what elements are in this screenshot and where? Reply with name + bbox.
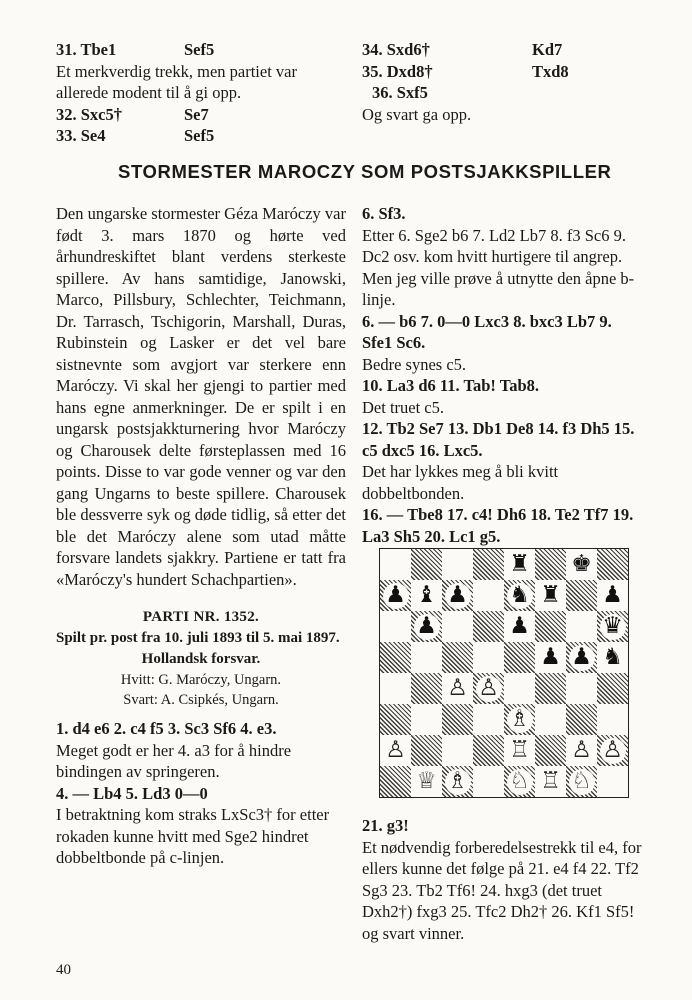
board-square xyxy=(473,580,504,611)
move-31: 31. Tbe1 Sef5 xyxy=(56,40,215,59)
white-bishop-icon: ♗ xyxy=(445,769,471,795)
note-4: Meget godt er her 4. a3 for å hindre bindingen av springeren. xyxy=(56,740,292,781)
board-square xyxy=(566,611,597,642)
board-square xyxy=(411,766,442,797)
board-square xyxy=(411,673,442,704)
board-square xyxy=(504,580,535,611)
board-square xyxy=(411,735,442,766)
board-square xyxy=(504,704,535,735)
board-square xyxy=(411,549,442,580)
game-title: PARTI NR. 1352. xyxy=(142,609,260,625)
board-square xyxy=(380,704,411,735)
board-square xyxy=(380,580,411,611)
board-square xyxy=(504,735,535,766)
board-square xyxy=(442,642,473,673)
black-bishop-icon: ♝ xyxy=(414,583,440,609)
board-square xyxy=(597,611,628,642)
white-player: Hvitt: G. Maróczy, Ungarn. xyxy=(120,672,282,688)
game-place: Spilt pr. post fra 10. juli 1893 til 5. mai 1897. xyxy=(56,630,340,646)
top-left-continuation xyxy=(56,39,344,147)
note-5: I betraktning kom straks LxSc3† for etter rokaden kunne hvitt med Sge2 hindret dobbeltbonde på c-linjen. xyxy=(56,805,330,867)
board-square xyxy=(535,735,566,766)
board-square xyxy=(535,580,566,611)
move-36: 36. Sxf5 xyxy=(372,83,428,102)
board-square xyxy=(535,673,566,704)
board-square xyxy=(380,611,411,642)
board-square xyxy=(597,580,628,611)
board-square xyxy=(597,673,628,704)
white-pawn-icon: ♙ xyxy=(383,738,409,764)
board-square xyxy=(597,735,628,766)
black-rook-icon: ♜ xyxy=(507,552,533,578)
board-square xyxy=(566,704,597,735)
board-square xyxy=(504,611,535,642)
board-square xyxy=(566,642,597,673)
moves-16-20: 16. — Tbe8 17. c4! Dh6 18. Te2 Tf7 19. La3 Sh5 20. Lc1 g5. xyxy=(362,505,634,546)
white-bishop-icon: ♗ xyxy=(507,707,533,733)
board-square xyxy=(442,766,473,797)
moves-1-4: 1. d4 e6 2. c4 f5 3. Sc3 Sf6 4. e3. xyxy=(56,719,277,738)
board-square xyxy=(504,549,535,580)
black-pawn-icon: ♟ xyxy=(600,583,626,609)
board-square xyxy=(566,549,597,580)
move-33: 33. Se4 Sef5 xyxy=(56,126,215,145)
move-32: 32. Sxc5† Se7 xyxy=(56,104,209,124)
moves-12-16: 12. Tb2 Se7 13. Db1 De8 14. f3 Dh5 15. c5 dxc5 16. Lxc5. xyxy=(362,419,635,460)
white-queen-icon: ♕ xyxy=(414,769,440,795)
board-square xyxy=(411,642,442,673)
board-square xyxy=(380,735,411,766)
black-queen-icon: ♛ xyxy=(600,614,626,640)
board-square xyxy=(380,642,411,673)
black-player: Svart: A. Csipkés, Ungarn. xyxy=(123,692,279,708)
note-21: Et nødvendig forberedelsestrekk til e4, for ellers kunne det følge på 21. e4 f4 22. Tf2 Sg3 23. Tb2 Tf6! 24. hxg3 (det truet Dxh2†) fxg3 25. Tfc2 Dh2† 26. Kf1 Sf5! og svart vinner. xyxy=(362,837,642,943)
white-pawn-icon: ♙ xyxy=(569,738,595,764)
white-pawn-icon: ♙ xyxy=(445,676,471,702)
comment-31: Et merkverdig trekk, men partiet var allerede modent til å gi opp. xyxy=(56,61,297,102)
board-square xyxy=(380,766,411,797)
move-6: 6. Sf3. xyxy=(362,204,406,223)
white-knight-icon: ♘ xyxy=(569,769,595,795)
board-square xyxy=(597,549,628,580)
intro-paragraph: Den ungarske stormester Géza Maróczy var født 3. mars 1870 og hørte ved århundreskiftet blant verdens sterkeste spillere. Av hans samtidige, Janowski, Marco, Pillsbury, Schlechter, Teichmann, Dr. Tarrasch, Tschigorin, Marshall, Duras, Rubinstein og Lasker er det vel bare sistnevnte som avgjort var sterkere enn Maróczy. Vi skal her gjengi to partier med hans egne anmerkninger. De er spilt i en ungarsk postsjakkturnering hvor Maróczy og Charousek delte førsteplassen med 16 points. Disse to var gode venner og var den gang Ungarns to beste spillere. Charousek ble dessverre syk og døde tidlig, så etter det ble det Maróczy alene som utad måtte forsvare landets sjakkry. Partiene er tatt fra «Maróczy's hundert Schachpartien». xyxy=(56,204,346,589)
move-34: 34. Sxd6† Kd7 xyxy=(362,40,563,59)
board-square xyxy=(411,611,442,642)
board-square xyxy=(535,766,566,797)
black-pawn-icon: ♟ xyxy=(569,645,595,671)
board-square xyxy=(535,549,566,580)
board-square xyxy=(504,673,535,704)
white-rook-icon: ♖ xyxy=(538,769,564,795)
black-pawn-icon: ♟ xyxy=(445,583,471,609)
black-pawn-icon: ♟ xyxy=(383,583,409,609)
moves-6-9: 6. — b6 7. 0—0 Lxc3 8. bxc3 Lb7 9. Sfe1 Sc6. xyxy=(362,311,612,352)
board-square xyxy=(473,673,504,704)
white-pawn-icon: ♙ xyxy=(600,738,626,764)
moves-4-5: 4. — Lb4 5. Ld3 0—0 xyxy=(56,783,208,803)
black-pawn-icon: ♟ xyxy=(507,614,533,640)
board-square xyxy=(442,549,473,580)
move-21: 21. g3! xyxy=(362,816,409,835)
board-square xyxy=(535,704,566,735)
board-square xyxy=(442,704,473,735)
chess-diagram xyxy=(379,548,629,798)
black-king-icon: ♚ xyxy=(569,552,595,578)
board-square xyxy=(442,580,473,611)
note-6: Etter 6. Sge2 b6 7. Ld2 Lb7 8. f3 Sc6 9. Dc2 osv. kom hvitt hurtigere til angrep. Men jeg ville prøve å utnytte den åpne b-linje. xyxy=(362,225,635,309)
black-rook-icon: ♜ xyxy=(538,583,564,609)
board-square xyxy=(566,766,597,797)
board-square xyxy=(473,642,504,673)
article-heading: STORMESTER MAROCZY SOM POSTSJAKKSPILLER xyxy=(118,161,612,182)
page-number: 40 xyxy=(56,962,71,978)
board-square xyxy=(504,642,535,673)
right-column xyxy=(362,203,644,547)
moves-10-11: 10. La3 d6 11. Tab! Tab8. xyxy=(362,376,540,395)
resign-note: Og svart ga opp. xyxy=(362,104,472,124)
white-rook-icon: ♖ xyxy=(507,738,533,764)
board-square xyxy=(535,611,566,642)
board-square xyxy=(566,735,597,766)
board-square xyxy=(380,673,411,704)
opening-name: Hollandsk forsvar. xyxy=(141,651,261,667)
board-square xyxy=(442,735,473,766)
black-knight-icon: ♞ xyxy=(600,645,626,671)
white-pawn-icon: ♙ xyxy=(476,676,502,702)
board-square xyxy=(380,549,411,580)
board-square xyxy=(566,580,597,611)
board-square xyxy=(597,642,628,673)
board-square xyxy=(442,673,473,704)
board-square xyxy=(473,611,504,642)
top-right-continuation xyxy=(362,39,622,125)
note-16: Det har lykkes meg å bli kvitt dobbeltbonden. xyxy=(362,462,559,503)
board-square xyxy=(411,704,442,735)
board-square xyxy=(504,766,535,797)
black-pawn-icon: ♟ xyxy=(414,614,440,640)
board-square xyxy=(535,642,566,673)
board-square xyxy=(473,735,504,766)
black-knight-icon: ♞ xyxy=(507,583,533,609)
left-column xyxy=(56,203,346,869)
white-knight-icon: ♘ xyxy=(507,769,533,795)
note-9: Bedre synes c5. xyxy=(362,354,467,374)
board-square xyxy=(473,766,504,797)
note-11: Det truet c5. xyxy=(362,397,445,417)
black-pawn-icon: ♟ xyxy=(538,645,564,671)
board-square xyxy=(597,704,628,735)
board-square xyxy=(411,580,442,611)
board-square xyxy=(473,549,504,580)
board-square xyxy=(597,766,628,797)
after-diagram xyxy=(362,815,644,944)
move-35: 35. Dxd8† Txd8 xyxy=(362,61,569,81)
board-square xyxy=(473,704,504,735)
board-square xyxy=(566,673,597,704)
board-square xyxy=(442,611,473,642)
chess-board xyxy=(379,548,629,798)
